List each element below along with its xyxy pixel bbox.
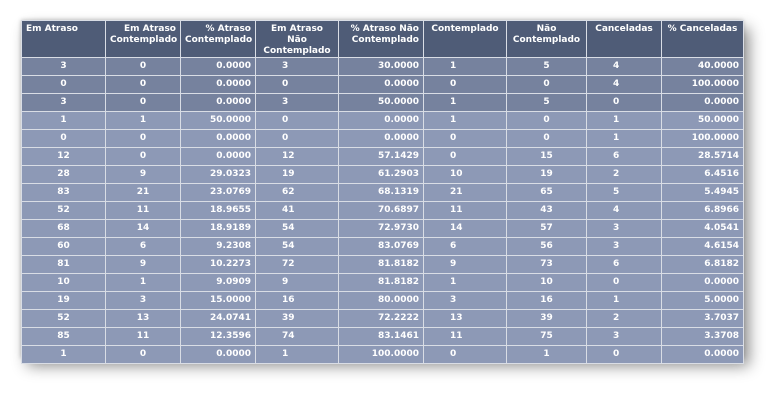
cell-em-atraso-nao-contemplado: 3 [256,94,339,112]
cell-pct-canceladas: 3.3708 [662,328,744,346]
cell-contemplado: 13 [424,310,507,328]
cell-em-atraso-nao-contemplado: 0 [256,112,339,130]
cell-em-atraso: 28 [22,166,106,184]
cell-em-atraso-nao-contemplado: 54 [256,220,339,238]
cell-nao-contemplado: 73 [507,256,587,274]
cell-canceladas: 3 [587,238,662,256]
table-row[interactable] [22,346,744,364]
cell-canceladas: 6 [587,148,662,166]
cell-pct-atraso-contemplado: 0.0000 [181,58,256,76]
cell-pct-atraso-contemplado: 23.0769 [181,184,256,202]
cell-contemplado: 14 [424,220,507,238]
cell-nao-contemplado: 57 [507,220,587,238]
report-grid [21,20,744,364]
cell-pct-canceladas: 100.0000 [662,130,744,148]
cell-em-atraso: 3 [22,58,106,76]
cell-canceladas: 1 [587,112,662,130]
cell-contemplado: 9 [424,256,507,274]
cell-nao-contemplado: 15 [507,148,587,166]
cell-em-atraso-contemplado: 21 [106,184,181,202]
col-header-em-atraso-nao-contemplado[interactable]: Em Atraso Não Contemplado [256,21,339,58]
table-row[interactable] [22,76,744,94]
cell-pct-atraso-nao-contemplado: 61.2903 [339,166,424,184]
cell-contemplado: 0 [424,130,507,148]
cell-canceladas: 0 [587,346,662,364]
cell-pct-canceladas: 28.5714 [662,148,744,166]
cell-em-atraso: 85 [22,328,106,346]
cell-nao-contemplado: 10 [507,274,587,292]
table-row[interactable] [22,274,744,292]
cell-em-atraso-contemplado: 3 [106,292,181,310]
cell-nao-contemplado: 56 [507,238,587,256]
table-row[interactable] [22,58,744,76]
table-row[interactable] [22,256,744,274]
cell-pct-atraso-nao-contemplado: 72.2222 [339,310,424,328]
cell-canceladas: 2 [587,166,662,184]
cell-nao-contemplado: 1 [507,346,587,364]
cell-pct-atraso-contemplado: 9.0909 [181,274,256,292]
cell-em-atraso-nao-contemplado: 74 [256,328,339,346]
cell-pct-atraso-contemplado: 18.9189 [181,220,256,238]
cell-em-atraso-contemplado: 0 [106,346,181,364]
cell-canceladas: 4 [587,76,662,94]
cell-nao-contemplado: 0 [507,76,587,94]
table-row[interactable] [22,148,744,166]
cell-em-atraso: 68 [22,220,106,238]
cell-pct-atraso-nao-contemplado: 0.0000 [339,112,424,130]
cell-pct-atraso-contemplado: 9.2308 [181,238,256,256]
col-header-nao-contemplado[interactable]: Não Contemplado [507,21,587,58]
cell-pct-canceladas: 5.4945 [662,184,744,202]
cell-pct-canceladas: 40.0000 [662,58,744,76]
cell-em-atraso-nao-contemplado: 19 [256,166,339,184]
cell-em-atraso-nao-contemplado: 3 [256,58,339,76]
cell-em-atraso-nao-contemplado: 1 [256,346,339,364]
cell-pct-atraso-contemplado: 29.0323 [181,166,256,184]
cell-pct-canceladas: 4.0541 [662,220,744,238]
cell-contemplado: 1 [424,274,507,292]
cell-em-atraso-contemplado: 9 [106,256,181,274]
cell-em-atraso-nao-contemplado: 9 [256,274,339,292]
cell-pct-atraso-nao-contemplado: 83.0769 [339,238,424,256]
cell-contemplado: 1 [424,58,507,76]
cell-contemplado: 10 [424,166,507,184]
cell-contemplado: 0 [424,346,507,364]
cell-em-atraso-contemplado: 0 [106,94,181,112]
cell-pct-atraso-nao-contemplado: 0.0000 [339,130,424,148]
cell-pct-canceladas: 0.0000 [662,94,744,112]
table-row[interactable] [22,238,744,256]
cell-contemplado: 11 [424,328,507,346]
cell-pct-atraso-contemplado: 12.3596 [181,328,256,346]
cell-em-atraso-nao-contemplado: 16 [256,292,339,310]
cell-pct-atraso-contemplado: 0.0000 [181,76,256,94]
cell-em-atraso-contemplado: 6 [106,238,181,256]
cell-contemplado: 0 [424,148,507,166]
cell-em-atraso-nao-contemplado: 72 [256,256,339,274]
cell-canceladas: 0 [587,274,662,292]
cell-em-atraso-nao-contemplado: 0 [256,76,339,94]
col-header-pct-canceladas[interactable]: % Canceladas [662,21,744,58]
col-header-canceladas[interactable]: Canceladas [587,21,662,58]
cell-em-atraso-contemplado: 0 [106,148,181,166]
cell-contemplado: 11 [424,202,507,220]
cell-contemplado: 0 [424,76,507,94]
cell-nao-contemplado: 5 [507,94,587,112]
cell-contemplado: 6 [424,238,507,256]
cell-em-atraso-contemplado: 0 [106,76,181,94]
cell-canceladas: 5 [587,184,662,202]
cell-em-atraso-nao-contemplado: 0 [256,130,339,148]
cell-em-atraso: 83 [22,184,106,202]
cell-em-atraso: 19 [22,292,106,310]
cell-canceladas: 3 [587,328,662,346]
table-row[interactable] [22,328,744,346]
cell-pct-canceladas: 100.0000 [662,76,744,94]
cell-canceladas: 1 [587,130,662,148]
cell-em-atraso-nao-contemplado: 12 [256,148,339,166]
cell-pct-canceladas: 0.0000 [662,274,744,292]
table-row[interactable] [22,130,744,148]
cell-pct-atraso-nao-contemplado: 70.6897 [339,202,424,220]
cell-em-atraso-contemplado: 11 [106,202,181,220]
cell-pct-atraso-contemplado: 0.0000 [181,148,256,166]
cell-em-atraso: 52 [22,310,106,328]
cell-canceladas: 6 [587,256,662,274]
cell-contemplado: 21 [424,184,507,202]
cell-canceladas: 0 [587,94,662,112]
col-header-pct-atraso-nao-contemplado[interactable]: % Atraso Não Contemplado [339,21,424,58]
cell-nao-contemplado: 16 [507,292,587,310]
cell-nao-contemplado: 0 [507,130,587,148]
cell-canceladas: 2 [587,310,662,328]
cell-em-atraso-contemplado: 9 [106,166,181,184]
table-row[interactable] [22,310,744,328]
cell-em-atraso: 3 [22,94,106,112]
cell-em-atraso: 52 [22,202,106,220]
cell-em-atraso-nao-contemplado: 41 [256,202,339,220]
table-row[interactable] [22,166,744,184]
cell-em-atraso: 12 [22,148,106,166]
cell-em-atraso: 1 [22,112,106,130]
cell-pct-canceladas: 5.0000 [662,292,744,310]
cell-contemplado: 1 [424,94,507,112]
grid-body [22,58,744,364]
table-row[interactable] [22,202,744,220]
cell-pct-atraso-nao-contemplado: 50.0000 [339,94,424,112]
col-header-pct-atraso-contemplado[interactable]: % Atraso Contemplado [181,21,256,58]
col-header-em-atraso[interactable]: Em Atraso [22,21,106,58]
cell-pct-atraso-nao-contemplado: 80.0000 [339,292,424,310]
table-row[interactable] [22,112,744,130]
cell-em-atraso-nao-contemplado: 39 [256,310,339,328]
cell-canceladas: 1 [587,292,662,310]
cell-pct-atraso-nao-contemplado: 0.0000 [339,76,424,94]
col-header-contemplado[interactable]: Contemplado [424,21,507,58]
cell-nao-contemplado: 5 [507,58,587,76]
cell-pct-atraso-nao-contemplado: 57.1429 [339,148,424,166]
table-row[interactable] [22,94,744,112]
cell-pct-atraso-nao-contemplado: 30.0000 [339,58,424,76]
cell-em-atraso: 60 [22,238,106,256]
cell-pct-atraso-nao-contemplado: 72.9730 [339,220,424,238]
cell-pct-canceladas: 4.6154 [662,238,744,256]
cell-canceladas: 4 [587,202,662,220]
cell-em-atraso-contemplado: 14 [106,220,181,238]
cell-pct-canceladas: 6.4516 [662,166,744,184]
cell-pct-atraso-nao-contemplado: 81.8182 [339,256,424,274]
cell-pct-canceladas: 0.0000 [662,346,744,364]
cell-nao-contemplado: 43 [507,202,587,220]
cell-pct-atraso-contemplado: 15.0000 [181,292,256,310]
cell-pct-atraso-nao-contemplado: 83.1461 [339,328,424,346]
cell-pct-canceladas: 6.8182 [662,256,744,274]
cell-em-atraso-nao-contemplado: 62 [256,184,339,202]
cell-em-atraso: 81 [22,256,106,274]
cell-nao-contemplado: 75 [507,328,587,346]
table-row[interactable] [22,184,744,202]
cell-pct-atraso-contemplado: 0.0000 [181,346,256,364]
cell-pct-atraso-nao-contemplado: 81.8182 [339,274,424,292]
cell-pct-atraso-contemplado: 24.0741 [181,310,256,328]
cell-em-atraso-contemplado: 1 [106,274,181,292]
cell-em-atraso-contemplado: 0 [106,58,181,76]
table-row[interactable] [22,220,744,238]
header-row [22,21,744,58]
cell-canceladas: 3 [587,220,662,238]
cell-nao-contemplado: 0 [507,112,587,130]
cell-contemplado: 3 [424,292,507,310]
cell-em-atraso-contemplado: 13 [106,310,181,328]
cell-pct-atraso-contemplado: 18.9655 [181,202,256,220]
cell-canceladas: 4 [587,58,662,76]
cell-pct-atraso-contemplado: 0.0000 [181,130,256,148]
cell-em-atraso: 1 [22,346,106,364]
col-header-em-atraso-contemplado[interactable]: Em Atraso Contemplado [106,21,181,58]
cell-em-atraso: 0 [22,76,106,94]
cell-contemplado: 1 [424,112,507,130]
cell-pct-canceladas: 50.0000 [662,112,744,130]
cell-em-atraso: 0 [22,130,106,148]
cell-nao-contemplado: 65 [507,184,587,202]
cell-em-atraso-nao-contemplado: 54 [256,238,339,256]
cell-pct-atraso-nao-contemplado: 100.0000 [339,346,424,364]
cell-pct-canceladas: 6.8966 [662,202,744,220]
cell-em-atraso-contemplado: 0 [106,130,181,148]
cell-pct-atraso-contemplado: 0.0000 [181,94,256,112]
cell-pct-atraso-nao-contemplado: 68.1319 [339,184,424,202]
table-row[interactable] [22,292,744,310]
cell-nao-contemplado: 19 [507,166,587,184]
cell-em-atraso: 10 [22,274,106,292]
cell-pct-canceladas: 3.7037 [662,310,744,328]
report-grid-frame [21,20,743,358]
cell-em-atraso-contemplado: 1 [106,112,181,130]
cell-pct-atraso-contemplado: 50.0000 [181,112,256,130]
cell-pct-atraso-contemplado: 10.2273 [181,256,256,274]
cell-nao-contemplado: 39 [507,310,587,328]
cell-em-atraso-contemplado: 11 [106,328,181,346]
